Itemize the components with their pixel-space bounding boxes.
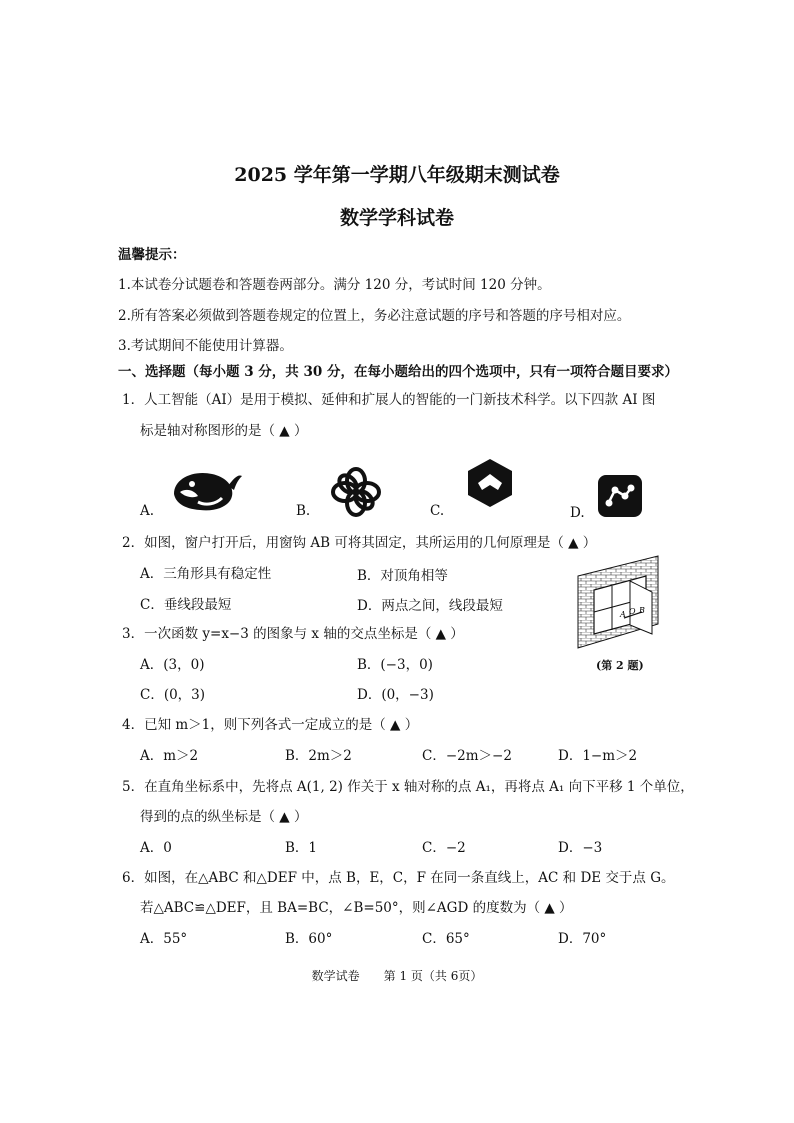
q1-line2: 标是轴对称图形的是（ ▲ ）	[140, 423, 308, 439]
q2-stem: 2．如图，窗户打开后，用窗钩 AB 可将其固定，其所运用的几何原理是（ ▲ ）	[122, 535, 597, 551]
section1-heading: 一、选择题（每小题 3 分，共 30 分，在每小题给出的四个选项中，只有一项符合题目要求）	[118, 364, 678, 380]
exam-subtitle: 数学学科试卷	[339, 207, 454, 229]
q1-line1: 1．人工智能（AI）是用于模拟、延伸和扩展人的智能的一门新技术科学。以下四款 AI 图	[122, 392, 656, 408]
q1-option-d: D.	[570, 505, 585, 521]
q4-stem: 4．已知 m＞1，则下列各式一定成立的是（ ▲ ）	[122, 717, 419, 733]
q4-option-d: D．1−m＞2	[558, 748, 638, 764]
q5-option-b: B．1	[285, 840, 318, 856]
network-logo-icon	[597, 474, 643, 518]
q6-option-b: B．60°	[285, 931, 333, 947]
q1-option-a: A.	[140, 503, 155, 519]
q1-option-b: B.	[296, 503, 311, 519]
q6-option-d: D．70°	[558, 931, 607, 947]
q4-option-c: C．−2m＞−2	[422, 748, 512, 764]
figure-label-a: A	[620, 610, 626, 619]
q4-option-b: B．2m＞2	[285, 748, 352, 764]
q2-option-d: D．两点之间，线段最短	[357, 598, 503, 614]
whale-logo-icon	[168, 466, 244, 514]
q6-option-c: C．65°	[422, 931, 470, 947]
q3-stem: 3．一次函数 y=x−3 的图象与 x 轴的交点坐标是（ ▲ ）	[122, 626, 464, 642]
q2-option-c: C．垂线段最短	[140, 597, 232, 613]
q3-option-c: C．(0，3)	[140, 687, 206, 703]
q4-option-a: A．m＞2	[140, 748, 199, 764]
tip-3: 3.考试期间不能使用计算器。	[118, 338, 293, 354]
q1-option-c: C.	[430, 503, 445, 519]
q5-line2: 得到的点的纵坐标是（ ▲ ）	[140, 809, 308, 825]
q6-line1: 6．如图，在△ABC 和△DEF 中，点 B，E，C，F 在同一条直线上，AC 和 DE 交于点 G。	[122, 870, 675, 886]
q5-option-a: A．0	[140, 840, 172, 856]
tips-heading: 温馨提示：	[118, 247, 186, 263]
page-footer: 数学试卷 第 1 页（共 6页）	[311, 969, 483, 983]
q5-line1: 5．在直角坐标系中，先将点 A(1, 2) 作关于 x 轴对称的点 A₁，再将点 A₁ 向下平移 1 个单位，	[122, 779, 694, 795]
q2-figure-caption: (第 2 题)	[596, 659, 644, 672]
q5-option-c: C．−2	[422, 840, 466, 856]
window-figure	[576, 554, 662, 652]
q3-option-d: D．(0，−3)	[357, 687, 434, 703]
knot-logo-icon	[328, 464, 384, 520]
hexagon-logo-icon	[465, 457, 515, 509]
exam-title: 2025 学年第一学期八年级期末测试卷	[234, 164, 560, 186]
q3-option-a: A．(3，0)	[140, 657, 205, 673]
figure-label-b: B	[639, 606, 645, 615]
figure-label-o: O	[629, 607, 636, 616]
q6-line2: 若△ABC≌△DEF，且 BA=BC，∠B=50°，则∠AGD 的度数为（ ▲ ）	[140, 900, 573, 916]
tip-2: 2.所有答案必须做到答题卷规定的位置上，务必注意试题的序号和答题的序号相对应。	[118, 308, 631, 324]
q5-option-d: D．−3	[558, 840, 603, 856]
q6-option-a: A．55°	[140, 931, 188, 947]
q2-option-a: A．三角形具有稳定性	[140, 566, 272, 582]
tip-1: 1.本试卷分试题卷和答题卷两部分。满分 120 分，考试时间 120 分钟。	[118, 277, 551, 293]
q3-option-b: B．(−3，0)	[357, 657, 433, 673]
q2-option-b: B．对顶角相等	[357, 568, 448, 584]
